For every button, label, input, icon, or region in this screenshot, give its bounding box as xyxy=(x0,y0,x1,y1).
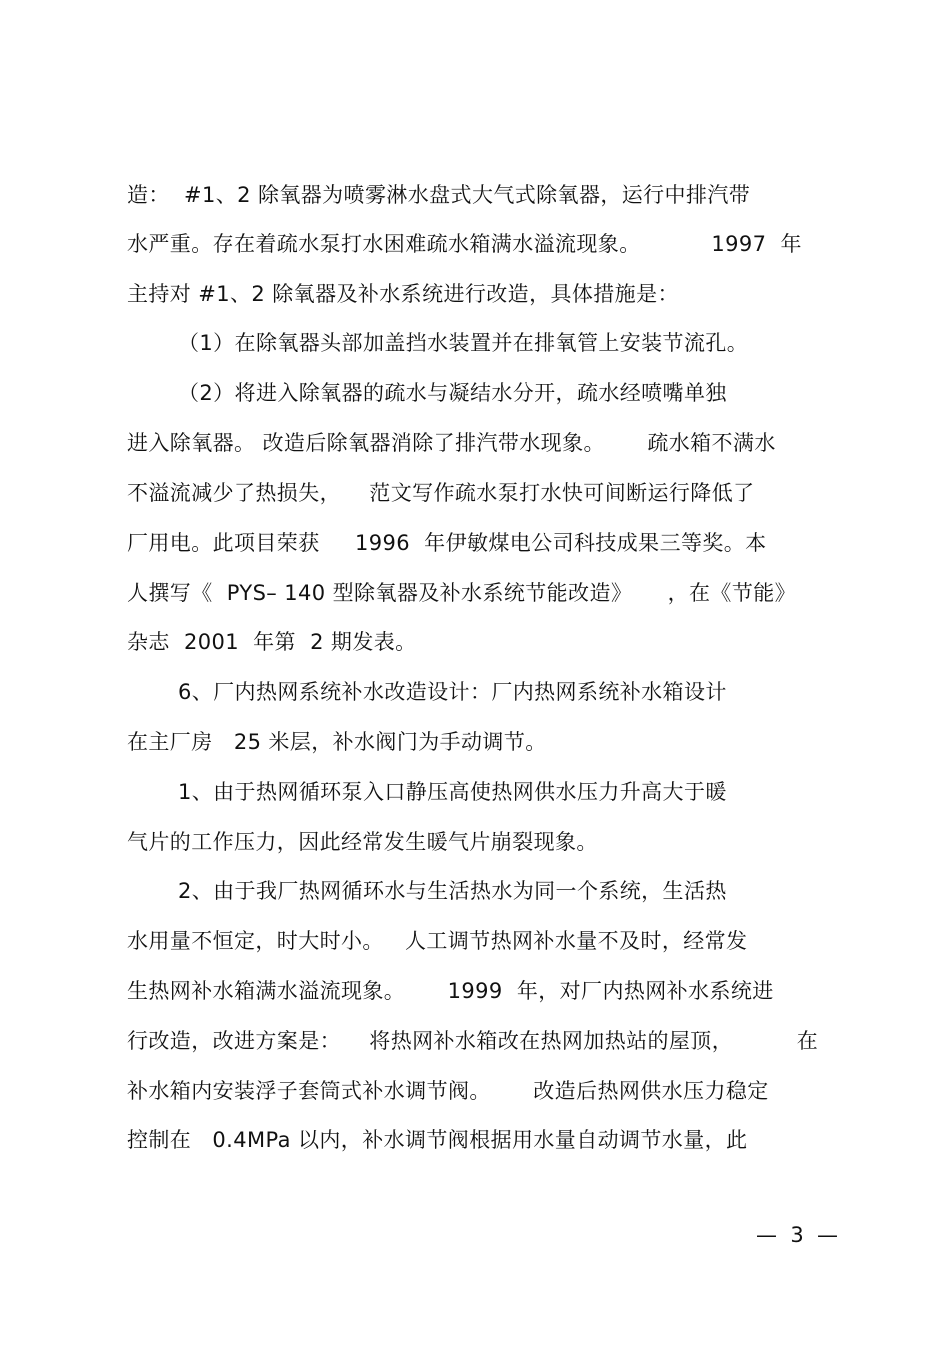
text-line-13: 1、由于热网循环泵入口静压高使热网供水压力升高大于暖 xyxy=(178,780,727,804)
text-line-11: 6、厂内热网系统补水改造设计：厂内热网系统补水箱设计 xyxy=(178,680,727,704)
text-line-10: 杂志 2001 年第 2 期发表。 xyxy=(127,630,417,654)
text-line-15: 2、由于我厂热网循环水与生活热水为同一个系统，生活热 xyxy=(178,879,727,903)
text-line-19: 补水箱内安装浮子套筒式补水调节阀。 改造后热网供水压力稳定 xyxy=(127,1079,769,1103)
text-line-16: 水用量不恒定，时大时小。 人工调节热网补水量不及时，经常发 xyxy=(127,929,748,953)
text-line-12: 在主厂房 25 米层，补水阀门为手动调节。 xyxy=(127,730,547,754)
text-line-20: 控制在 0.4MPa 以内，补水调节阀根据用水量自动调节水量，此 xyxy=(127,1128,748,1152)
text-line-4: （1）在除氧器头部加盖挡水装置并在排氧管上安装节流孔。 xyxy=(178,331,749,355)
text-line-18: 行改造，改进方案是： 将热网补水箱改在热网加热站的屋顶， 在 xyxy=(127,1029,819,1053)
text-line-17: 生热网补水箱满水溢流现象。 1999 年，对厂内热网补水系统进 xyxy=(127,979,774,1003)
text-line-2: 水严重。存在着疏水泵打水困难疏水箱满水溢流现象。 1997 年 xyxy=(127,232,802,256)
text-line-7: 不溢流减少了热损失， 范文写作疏水泵打水快可间断运行降低了 xyxy=(127,481,755,505)
text-line-5: （2）将进入除氧器的疏水与凝结水分开，疏水经喷嘴单独 xyxy=(178,381,727,405)
text-line-6: 进入除氧器。 改造后除氧器消除了排汽带水现象。 疏水箱不满水 xyxy=(127,431,776,455)
text-line-8: 厂用电。此项目荣获 1996 年伊敏煤电公司科技成果三等奖。本 xyxy=(127,531,767,555)
text-line-14: 气片的工作压力，因此经常发生暖气片崩裂现象。 xyxy=(127,830,598,854)
text-line-9: 人撰写《 PYS– 140 型除氧器及补水系统节能改造》 ，在《节能》 xyxy=(127,581,797,605)
text-line-3: 主持对 #1、2 除氧器及补水系统进行改造，具体措施是： xyxy=(127,282,679,306)
page-number: — 3 — xyxy=(756,1223,839,1247)
text-line-1: 造： #1、2 除氧器为喷雾淋水盘式大气式除氧器，运行中排汽带 xyxy=(127,183,751,207)
